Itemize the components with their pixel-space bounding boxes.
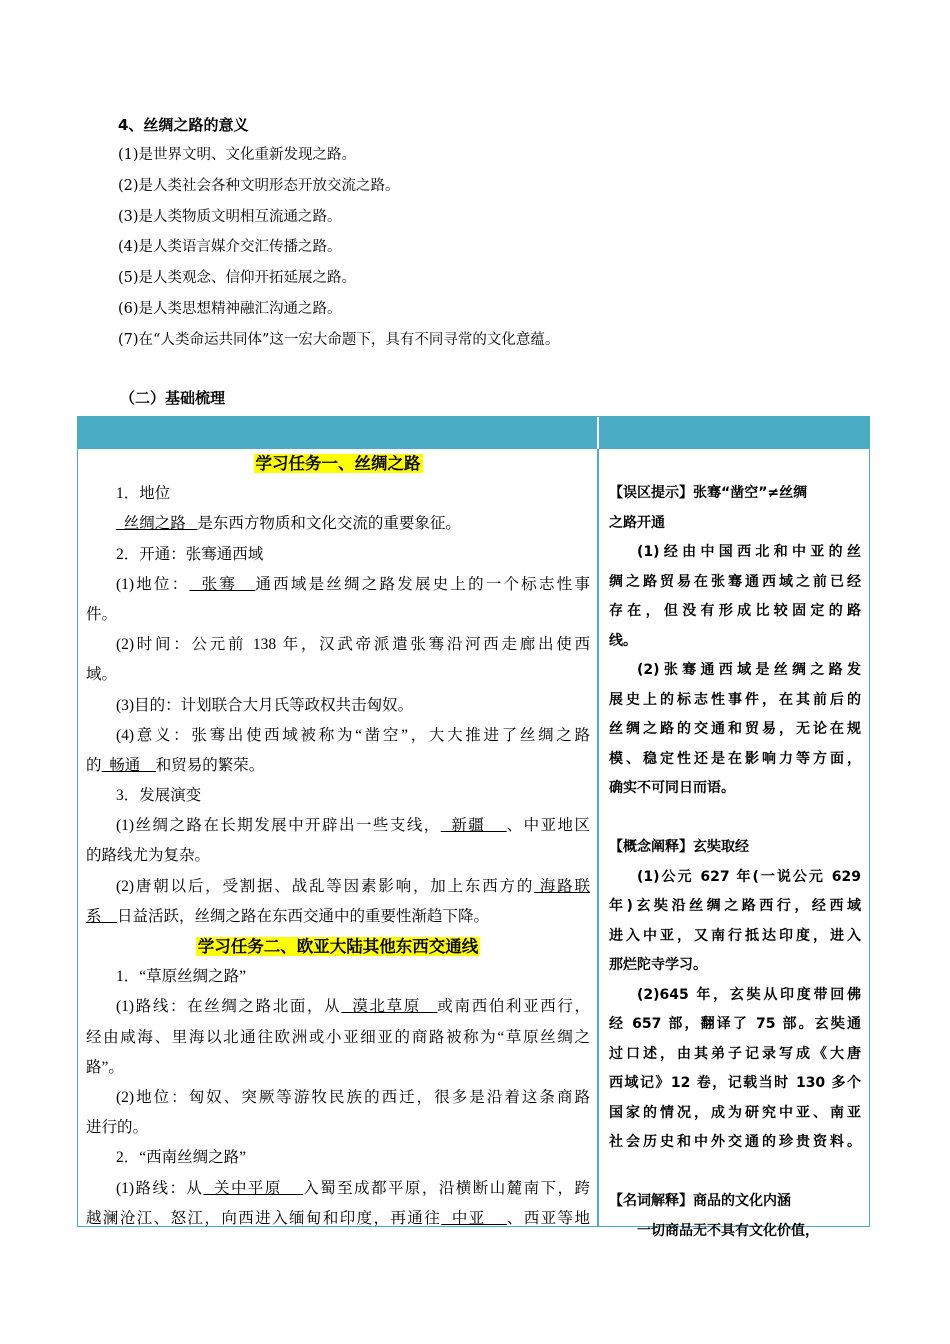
paragraph: 2．“西南丝绸之路” xyxy=(116,1149,247,1167)
paragraph: 进行的。 xyxy=(86,1119,149,1137)
section-title: 4、丝绸之路的意义 xyxy=(118,116,249,134)
fill-blank: 张骞 xyxy=(189,575,256,593)
note-line: 西域记》12 卷，记载当时 130 多个 xyxy=(609,1075,861,1091)
column-divider xyxy=(597,449,599,1226)
paragraph: 系 日益活跃，丝绸之路在东西交通中的重要性渐趋下降。 xyxy=(86,907,490,925)
main-column xyxy=(86,449,590,1234)
fill-blank: 丝绸之路 xyxy=(116,515,198,533)
note-line: 线。 xyxy=(609,632,637,649)
significance-item: (4)是人类语言媒介交汇传播之路。 xyxy=(118,239,342,256)
note-spacer xyxy=(609,804,861,834)
note-line: 经 657 部，翻译了 75 部。玄奘通 xyxy=(609,1016,861,1032)
paragraph: 路”。 xyxy=(86,1058,124,1076)
paragraph: (1)地位： 张骞 通西域是丝绸之路发展史上的一个标志性事 xyxy=(116,575,590,593)
note-line: 年)玄奘沿丝绸之路西行，经西域 xyxy=(609,898,861,914)
fill-blank: 畅通 xyxy=(101,756,156,774)
paragraph: 1．地位 xyxy=(116,485,171,503)
significance-section xyxy=(118,110,878,356)
note-line: (1)经由中国西北和中亚的丝 xyxy=(637,544,861,560)
note-line: 进入中亚，又南行抵达印度，进入 xyxy=(609,927,861,944)
note-heading: 【名词解释】商品的文化内涵 xyxy=(609,1193,791,1209)
fill-blank: 新疆 xyxy=(440,817,507,835)
paragraph: 的路线尤为复杂。 xyxy=(86,847,211,865)
paragraph: (1)路线：在丝绸之路北面，从 漠北草原 或南西伯利亚西行， xyxy=(116,998,590,1016)
note-line: 存在，但没有形成比较固定的路 xyxy=(609,603,861,619)
paragraph: (2)地位：匈奴、突厥等游牧民族的西迁，很多是沿着这条商路 xyxy=(116,1088,590,1106)
paragraph: 越澜沧江、怒江，向西进入缅甸和印度，再通往 中亚 、西亚等地 xyxy=(86,1209,590,1227)
paragraph: 件。 xyxy=(86,605,118,623)
paragraph: 3．发展演变 xyxy=(116,787,202,805)
note-line: 一切商品无不具有文化价值， xyxy=(637,1222,819,1239)
study-table xyxy=(77,416,870,1239)
note-line: 过口述，由其弟子记录写成《大唐 xyxy=(609,1045,861,1062)
significance-item: (2)是人类社会各种文明形态开放交流之路。 xyxy=(118,177,400,194)
note-line: 国家的情况，成为研究中亚、南亚 xyxy=(609,1104,861,1121)
note-line: (1)公元 627 年(一说公元 629 xyxy=(637,868,861,885)
task-heading: 学习任务二、欧亚大陆其他东西交通线 xyxy=(197,937,479,956)
fill-blank: 海路联 xyxy=(534,877,590,895)
header-divider xyxy=(597,417,599,449)
note-spacer xyxy=(609,1158,861,1188)
significance-item: (3)是人类物质文明相互流通之路。 xyxy=(118,208,342,225)
fill-blank: 中亚 xyxy=(441,1209,507,1227)
paragraph: 域。 xyxy=(86,666,118,684)
task-heading: 学习任务一、丝绸之路 xyxy=(255,454,421,473)
note-heading: 【误区提示】张骞“凿空”≠丝绸 xyxy=(609,485,808,501)
paragraph: (3)目的：计划联合大月氏等政权共击匈奴。 xyxy=(116,696,414,714)
note-line: 展史上的标志性事件，在其前后的 xyxy=(609,691,861,708)
fill-blank: 系 xyxy=(86,907,118,925)
paragraph: (4)意义：张骞出使西域被称为“凿空”，大大推进了丝绸之路 xyxy=(116,726,590,744)
note-heading: 【概念阐释】玄奘取经 xyxy=(609,839,749,855)
fill-blank: 关中平原 xyxy=(203,1179,304,1197)
note-line: 那烂陀寺学习。 xyxy=(609,957,707,973)
note-line: 确实不可同日而语。 xyxy=(609,780,735,796)
paragraph: (2)时间：公元前 138 年，汉武帝派遣张骞沿河西走廊出使西 xyxy=(116,636,590,654)
side-notes-column xyxy=(609,479,861,1246)
note-line: 绸之路贸易在张骞通西域之前已经 xyxy=(609,573,861,590)
significance-item: (1)是世界文明、文化重新发现之路。 xyxy=(118,147,357,163)
significance-item: (5)是人类观念、信仰开拓延展之路。 xyxy=(118,270,357,287)
note-heading: 之路开通 xyxy=(609,514,665,531)
paragraph: (1)丝绸之路在长期发展中开辟出一些支线， 新疆 、中亚地区 xyxy=(116,817,590,835)
paragraph: 经由咸海、里海以北通往欧洲或小亚细亚的商路被称为“草原丝绸之 xyxy=(86,1028,590,1046)
fill-blank: 漠北草原 xyxy=(341,998,438,1016)
paragraph: 的 畅通 和贸易的繁荣。 xyxy=(86,756,265,774)
basics-heading: （二）基础梳理 xyxy=(120,389,226,407)
table-header-bar xyxy=(78,417,869,449)
note-line: 社会历史和中外交通的珍贵资料。 xyxy=(609,1134,861,1150)
paragraph: 丝绸之路 是东西方物质和文化交流的重要象征。 xyxy=(116,515,461,533)
significance-item: (7)在“人类命运共同体”这一宏大命题下，具有不同寻常的文化意蕴。 xyxy=(118,331,560,348)
paragraph: 2．开通：张骞通西域 xyxy=(116,545,264,563)
paragraph: (2)唐朝以后，受割据、战乱等因素影响，加上东西方的 海路联 xyxy=(116,877,590,895)
significance-item: (6)是人类思想精神融汇沟通之路。 xyxy=(118,300,342,317)
paragraph: (1)路线：从 关中平原 入蜀至成都平原，沿横断山麓南下，跨 xyxy=(116,1179,590,1197)
note-line: 丝绸之路的交通和贸易，无论在规 xyxy=(609,721,861,737)
note-line: 模、稳定性还是在影响力等方面， xyxy=(609,750,861,767)
note-line: (2)张骞通西域是丝绸之路发 xyxy=(637,662,861,678)
note-line: (2)645 年，玄奘从印度带回佛 xyxy=(637,986,861,1003)
paragraph: 1．“草原丝绸之路” xyxy=(116,968,247,986)
